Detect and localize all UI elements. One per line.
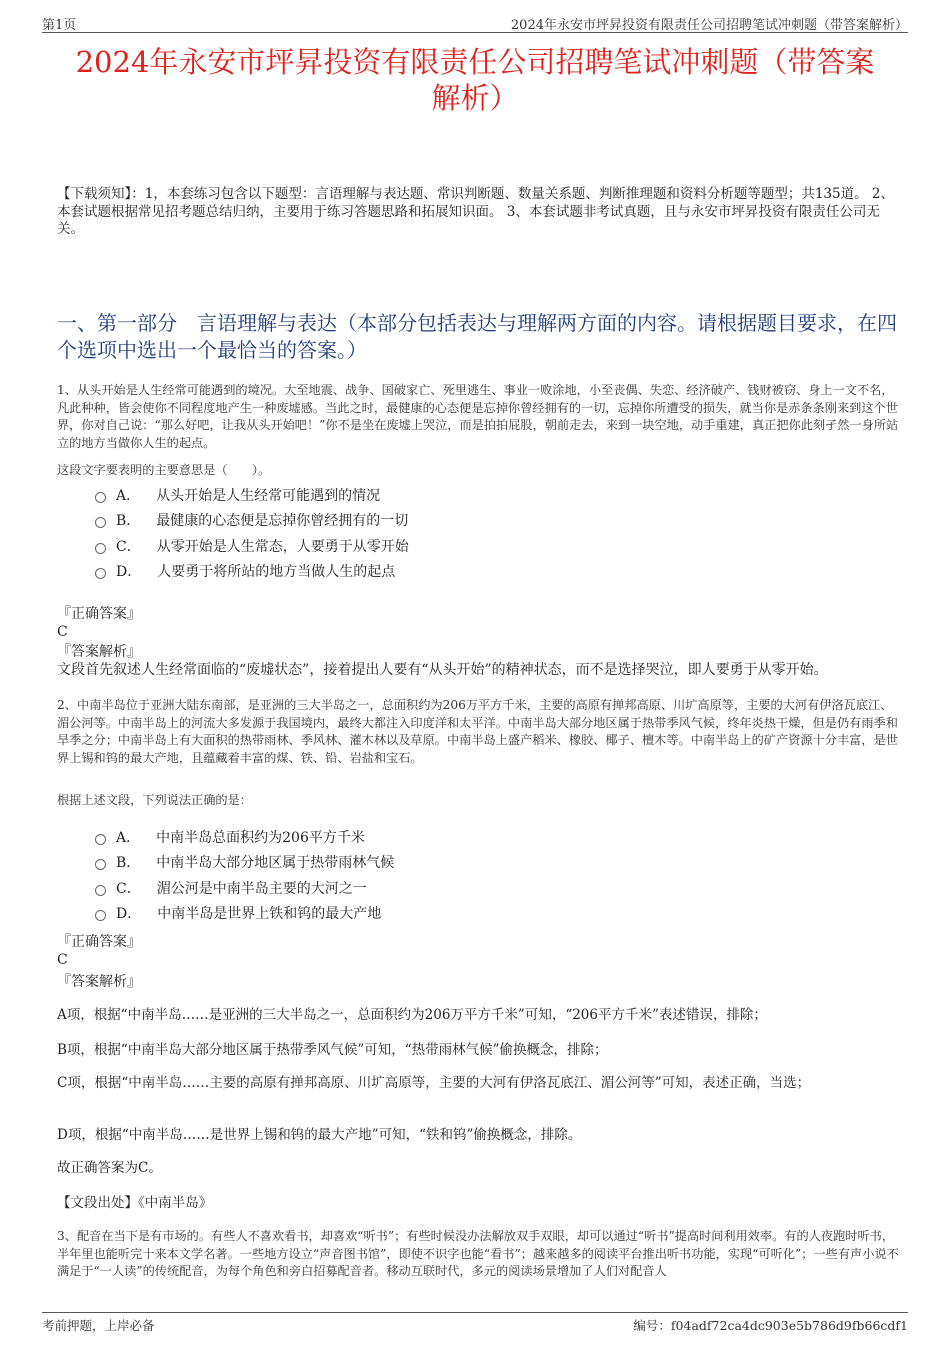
q2-stem: 2、中南半岛位于亚洲大陆东南部，是亚洲的三大半岛之一，总面积约为206万平方千米，主要的高原有掸邦高原、川圹高原等，主要的大河有伊洛瓦底江、湄公河等。中南半岛上的河流大多发源于我国境内，最终大都注入印度洋和太平洋。中南半岛大部分地区属于热带季风气候，终年炎热干燥，但是仍有雨季和旱季之分；中南半岛上有大面积的热带雨林、季风林、灌木林以及草原。中南半岛上盛产稻米、橡胶、椰子、檀木等。中南半岛上的矿产资源十分丰富，是世界上锡和钨的最大产地，且蕴藏着丰富的煤、铁、铅、岩盐和宝石。 bbox=[57, 698, 898, 765]
radio-icon[interactable] bbox=[95, 543, 106, 554]
title-line-2: 解析） bbox=[431, 81, 519, 115]
q1-option-a[interactable]: A． 从头开始是人生经常可能遇到的情况 bbox=[95, 482, 409, 508]
q1-stem: 1、从头开始是人生经常可能遇到的境况。大至地震、战争、国破家亡、死里逃生、事业一败涂地，小至丧偶、失恋、经济破产、钱财被窃、身上一文不名，凡此种种，皆会使你不同程度地产生一种废墟感。当此之时，最健康的心态便是忘掉你曾经拥有的一切，忘掉你所遭受的损失，就当你是赤条条刚来到这个世界，你对自己说：“那么好吧，让我从头开始吧！”你不是坐在废墟上哭泣，而是拍拍屁股，朝前走去，来到一块空地，动手重建，真正把你此刻孑然一身所站立的地方当做你人生的起点。 bbox=[57, 383, 899, 450]
q2-question: 根据上述文段，下列说法正确的是： bbox=[57, 793, 252, 807]
title-line-1: 2024年永安市坪昇投资有限责任公司招聘笔试冲刺题（带答案 bbox=[75, 45, 875, 79]
q1-option-b[interactable]: B． 最健康的心态便是忘掉你曾经拥有的一切 bbox=[95, 508, 409, 534]
q2-analysis-label: 『答案解析』 bbox=[57, 974, 141, 990]
q2-analysis-c: C项，根据“中南半岛……主要的高原有掸邦高原、川圹高原等，主要的大河有伊洛瓦底江、湄公河等”可知，表述正确，当选； bbox=[57, 1075, 811, 1091]
q1-analysis: 文段首先叙述人生经常面临的“废墟状态”，接着提出人要有“从头开始”的精神状态，而不是选择哭泣，即人要勇于从零开始。 bbox=[57, 662, 828, 678]
q1-analysis-label: 『答案解析』 bbox=[57, 644, 141, 660]
radio-icon[interactable] bbox=[95, 910, 106, 921]
radio-icon[interactable] bbox=[95, 859, 106, 870]
footer-slogan: 考前押题，上岸必备 bbox=[42, 1318, 155, 1333]
radio-icon[interactable] bbox=[95, 492, 106, 503]
page-footer bbox=[42, 1312, 908, 1333]
q2-option-d[interactable]: D． 中南半岛是世界上铁和钨的最大产地 bbox=[95, 901, 394, 927]
q1-option-d[interactable]: D． 人要勇于将所站的地方当做人生的起点 bbox=[95, 559, 409, 585]
footer-serial: 编号：f04adf72ca4dc903e5b786d9fb66cdf1 bbox=[633, 1318, 908, 1333]
q2-option-a[interactable]: A． 中南半岛总面积约为206平方千米 bbox=[95, 824, 394, 850]
radio-icon[interactable] bbox=[95, 517, 106, 528]
radio-icon[interactable] bbox=[95, 885, 106, 896]
q1-option-c[interactable]: C． 从零开始是人生常态，人要勇于从零开始 bbox=[95, 533, 409, 559]
q1-options bbox=[95, 482, 409, 584]
page-header bbox=[42, 14, 908, 33]
page-number: 第1页 bbox=[42, 18, 77, 33]
download-notice: 【下载须知】：1，本套练习包含以下题型：言语理解与表达题、常识判断题、数量关系题、判断推理题和资料分析题等题型；共135道。 2、本套试题根据常见招考题总结归纳，主要用于练习答题思路和拓展知识面。 3、本套试题非考试真题，且与永安市坪昇投资有限责任公司无关。 bbox=[57, 186, 894, 237]
q1-question: 这段文字要表明的主要意思是（ ）。 bbox=[57, 463, 271, 477]
q2-answer-label: 『正确答案』 bbox=[57, 934, 141, 950]
document-title bbox=[42, 44, 908, 116]
q2-options bbox=[95, 824, 394, 926]
q1-answer: C bbox=[57, 624, 68, 640]
q2-option-c[interactable]: C． 湄公河是中南半岛主要的大河之一 bbox=[95, 875, 394, 901]
radio-icon[interactable] bbox=[95, 834, 106, 845]
q2-answer: C bbox=[57, 952, 68, 968]
q1-answer-label: 『正确答案』 bbox=[57, 606, 141, 622]
q2-conclusion: 故正确答案为C。 bbox=[57, 1160, 162, 1176]
q2-analysis-d: D项，根据“中南半岛……是世界上锡和钨的最大产地”可知，“铁和钨”偷换概念，排除。 bbox=[57, 1127, 582, 1143]
q2-analysis-b: B项，根据“中南半岛大部分地区属于热带季风气候”可知，“热带雨林气候”偷换概念，排除； bbox=[57, 1042, 608, 1058]
radio-icon[interactable] bbox=[95, 568, 106, 579]
section-heading: 一、第一部分 言语理解与表达（本部分包括表达与理解两方面的内容。请根据题目要求，在四个选项中选出一个最恰当的答案。） bbox=[57, 311, 897, 362]
q2-option-b[interactable]: B． 中南半岛大部分地区属于热带雨林气候 bbox=[95, 850, 394, 876]
q3-stem: 3、配音在当下是有市场的。有些人不喜欢看书，却喜欢“听书”；有些时候没办法解放双手双眼，却可以通过“听书”提高时间利用效率。有的人夜跑时听书，半年里也能听完十来本文学名著。一些地方设立“声音图书馆”，即使不识字也能“看书”；越来越多的阅读平台推出听书功能，实现“可听化”；一些有声小说不满足于“一人读”的传统配音，为每个角色和旁白招募配音者。移动互联时代，多元的阅读场景增加了人们对配音人 bbox=[57, 1229, 899, 1279]
q2-source: 【文段出处】《中南半岛》 bbox=[57, 1195, 213, 1211]
q2-analysis-a: A项，根据“中南半岛……是亚洲的三大半岛之一，总面积约为206万平方千米”可知，“206平方千米”表述错误，排除； bbox=[57, 1007, 767, 1023]
header-doc-title: 2024年永安市坪昇投资有限责任公司招聘笔试冲刺题（带答案解析） bbox=[510, 18, 908, 33]
